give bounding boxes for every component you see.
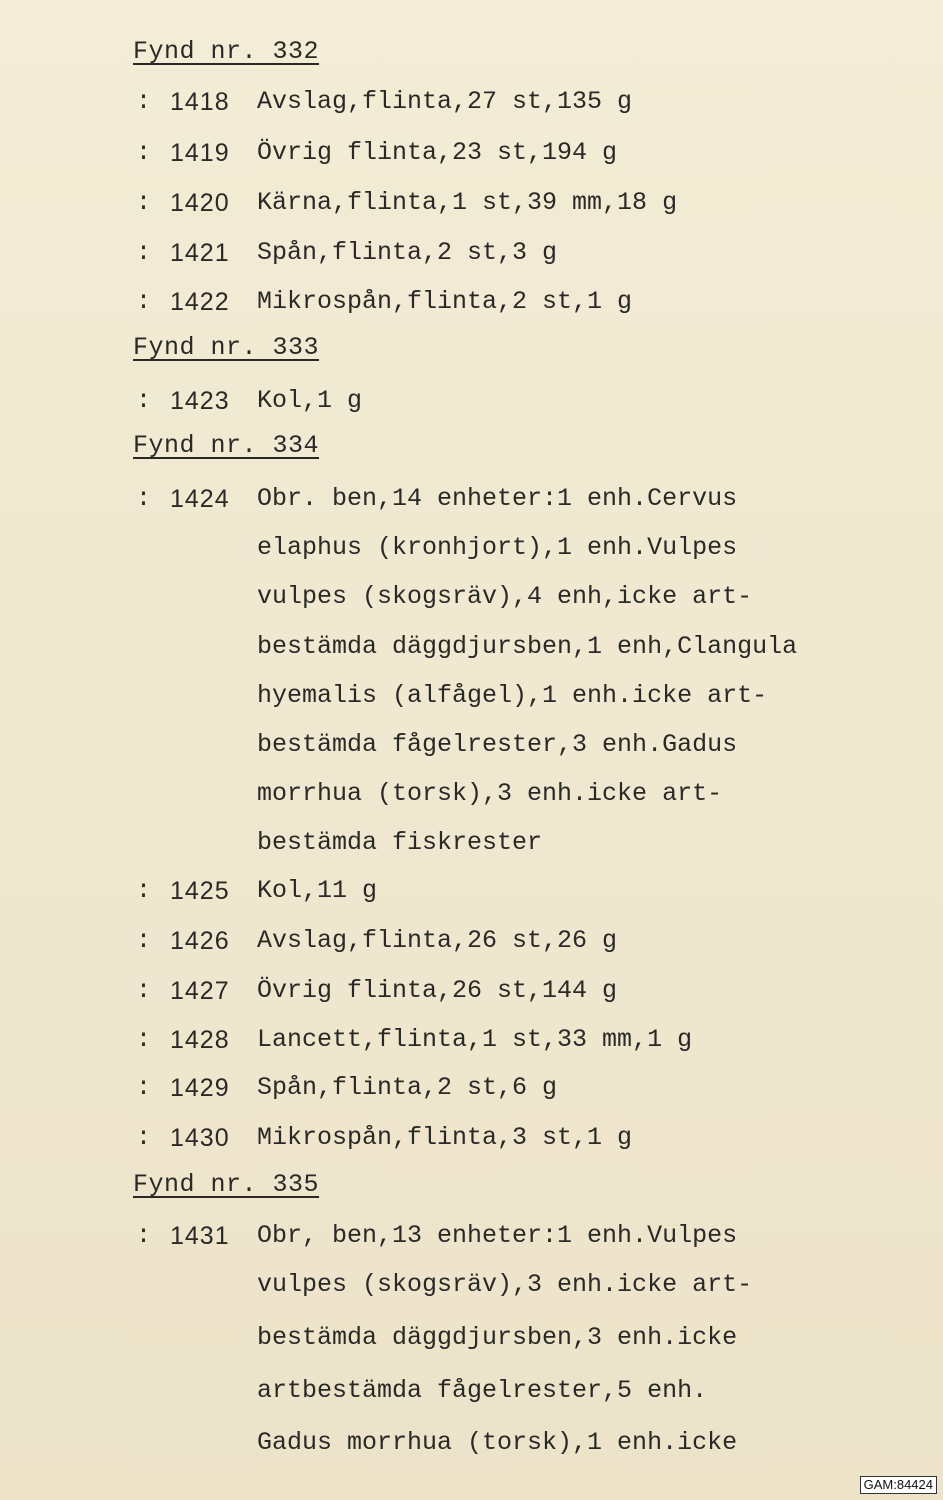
entry-number: 1427 [170,977,230,1005]
entry-number: 1431 [170,1222,230,1250]
entry-marker: : [136,1221,152,1250]
entry-marker: : [136,386,152,415]
entry-text: Kärna,flinta,1 st,39 mm,18 g [257,188,678,217]
entry-text: Obr. ben,14 enheter:1 enh.Cervus [257,484,738,513]
entry-text: Spån,flinta,2 st,6 g [257,1073,558,1102]
entry-number: 1424 [170,485,230,513]
entry-number: 1426 [170,927,230,955]
entry-number: 1429 [170,1074,230,1102]
entry-marker: : [136,87,152,116]
entry-number: 1430 [170,1124,230,1152]
entry-text: Mikrospån,flinta,3 st,1 g [257,1123,633,1152]
entry-continuation: bestämda däggdjursben,1 enh,Clangula [257,632,798,661]
entry-continuation: vulpes (skogsräv),3 enh.icke art- [257,1270,753,1299]
entry-continuation: artbestämda fågelrester,5 enh. [257,1376,708,1405]
entry-text: Mikrospån,flinta,2 st,1 g [257,287,633,316]
entry-marker: : [136,876,152,905]
entry-marker: : [136,287,152,316]
entry-number: 1420 [170,189,230,217]
entry-continuation: hyemalis (alfågel),1 enh.icke art- [257,681,768,710]
entry-number: 1421 [170,239,230,267]
entry-continuation: Gadus morrhua (torsk),1 enh.icke [257,1428,738,1457]
entry-text: Övrig flinta,23 st,194 g [257,138,618,167]
find-heading-335: Fynd nr. 335 [133,1170,320,1199]
entry-number: 1425 [170,877,230,905]
entry-continuation: vulpes (skogsräv),4 enh,icke art- [257,582,753,611]
entry-marker: : [136,1025,152,1054]
entry-continuation: bestämda fiskrester [257,828,543,857]
entry-marker: : [136,238,152,267]
entry-marker: : [136,976,152,1005]
find-heading-333: Fynd nr. 333 [133,333,320,362]
entry-text: Kol,11 g [257,876,378,905]
entry-marker: : [136,188,152,217]
entry-continuation: elaphus (kronhjort),1 enh.Vulpes [257,533,738,562]
entry-number: 1428 [170,1026,230,1054]
archive-id-label: GAM:84424 [860,1476,937,1494]
entry-text: Övrig flinta,26 st,144 g [257,976,618,1005]
entry-text: Avslag,flinta,26 st,26 g [257,926,618,955]
entry-text: Avslag,flinta,27 st,135 g [257,87,633,116]
entry-text: Spån,flinta,2 st,3 g [257,238,558,267]
find-heading-332: Fynd nr. 332 [133,37,320,66]
entry-number: 1418 [170,88,230,116]
find-heading-334: Fynd nr. 334 [133,431,320,460]
entry-text: Kol,1 g [257,386,363,415]
entry-continuation: bestämda fågelrester,3 enh.Gadus [257,730,738,759]
entry-marker: : [136,484,152,513]
entry-text: Obr, ben,13 enheter:1 enh.Vulpes [257,1221,738,1250]
entry-continuation: morrhua (torsk),3 enh.icke art- [257,779,723,808]
entry-marker: : [136,1073,152,1102]
entry-number: 1423 [170,387,230,415]
entry-number: 1419 [170,139,230,167]
entry-number: 1422 [170,288,230,316]
entry-marker: : [136,138,152,167]
entry-text: Lancett,flinta,1 st,33 mm,1 g [257,1025,693,1054]
entry-marker: : [136,1123,152,1152]
entry-marker: : [136,926,152,955]
entry-continuation: bestämda däggdjursben,3 enh.icke [257,1323,738,1352]
